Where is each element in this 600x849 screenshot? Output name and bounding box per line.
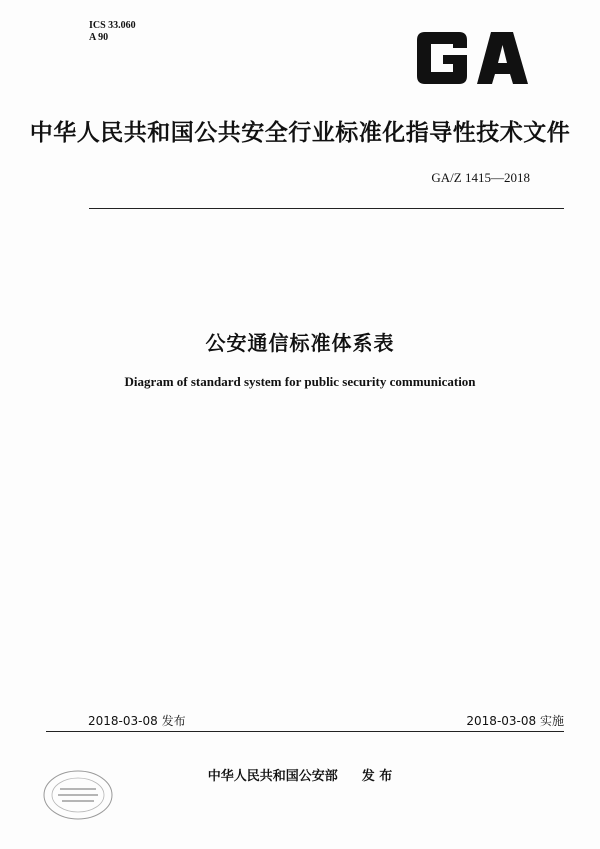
issue-date: 2018-03-08 xyxy=(88,714,158,728)
document-title: 公安通信标准体系表 xyxy=(205,331,395,355)
footer-divider xyxy=(46,731,564,732)
ccs-code: A 90 xyxy=(89,32,109,43)
issuer-name: 中华人民共和国公安部 xyxy=(207,769,338,784)
round-stamp-icon xyxy=(38,765,118,825)
ga-logo xyxy=(415,30,530,86)
implement-date-block xyxy=(466,712,564,729)
series-title: 中华人民共和国公共安全行业标准化指导性技术文件 xyxy=(29,120,571,146)
issue-label: 发布 xyxy=(161,714,186,728)
implement-date: 2018-03-08 xyxy=(466,714,537,728)
ics-code: ICS 33.060 xyxy=(89,20,136,31)
header-divider xyxy=(89,208,564,209)
classification-codes xyxy=(89,20,136,44)
document-title-english: Diagram of standard system for public security communication xyxy=(124,374,476,389)
issue-date-block xyxy=(88,712,186,729)
standard-number: GA/Z 1415—2018 xyxy=(431,170,530,185)
implement-label: 实施 xyxy=(539,714,564,728)
issuer-action: 发 布 xyxy=(361,769,393,784)
